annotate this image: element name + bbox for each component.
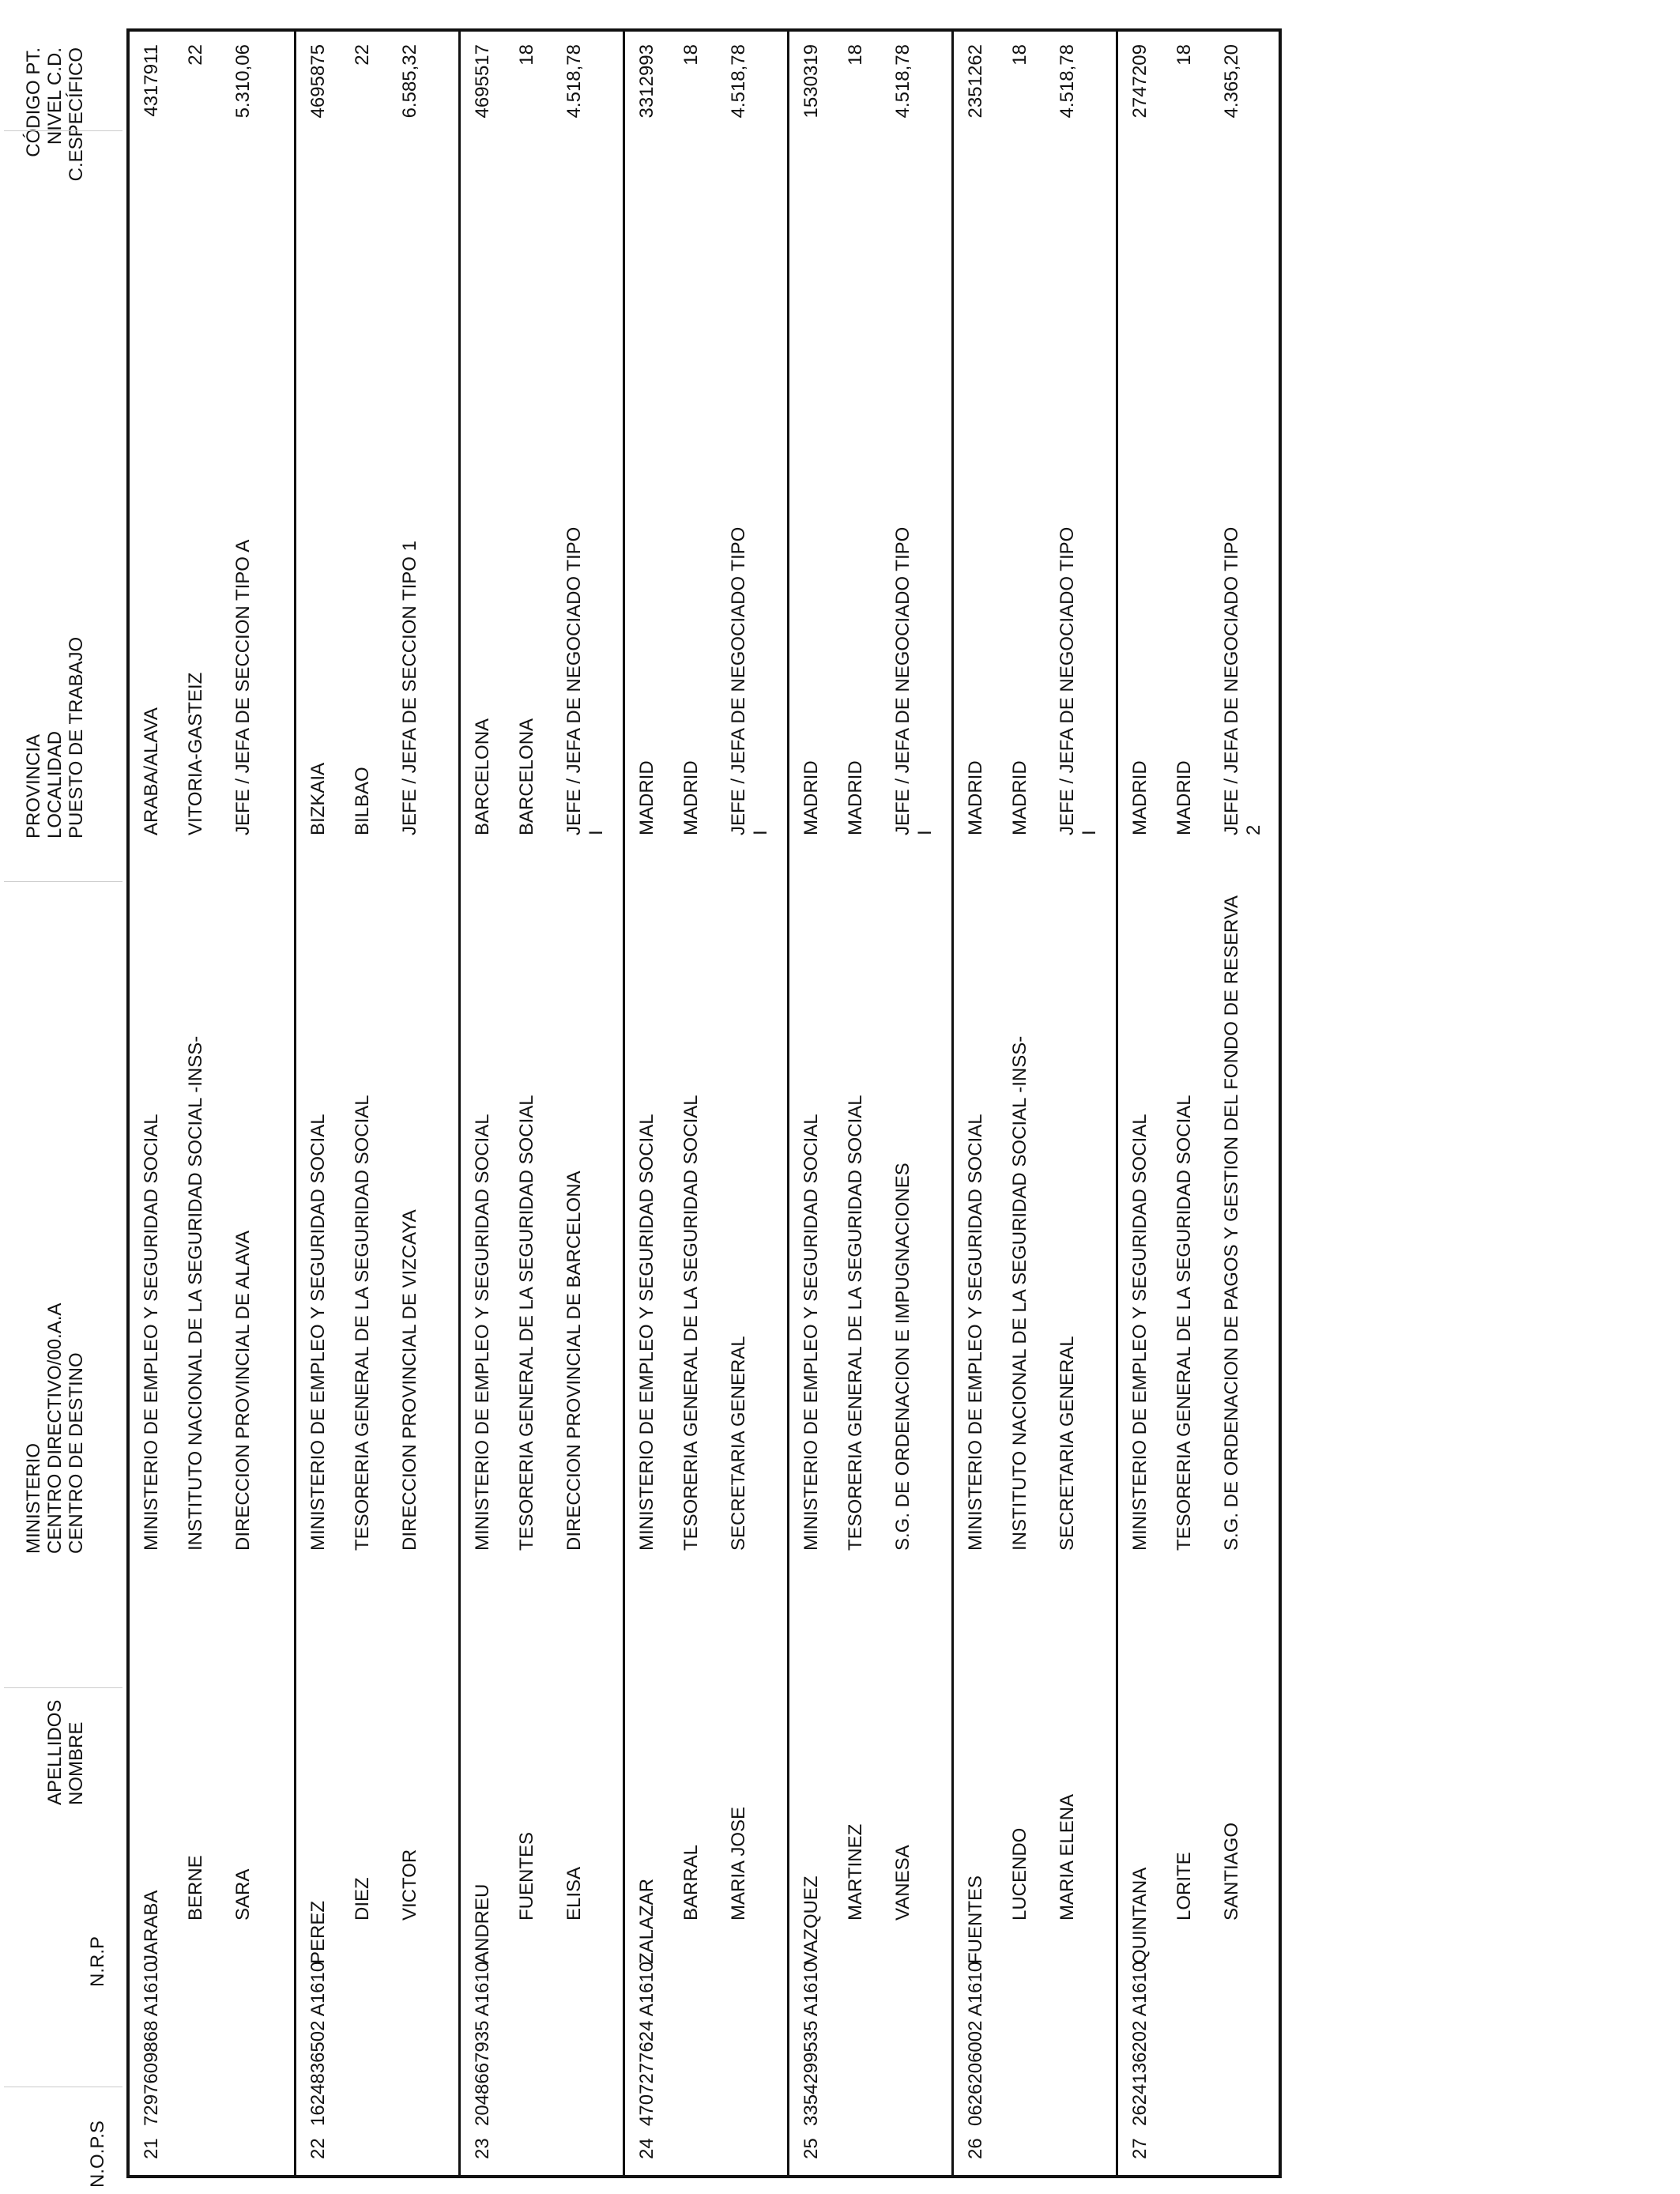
nops-number: 25 <box>800 2138 822 2159</box>
centro-destino: SECRETARIA GENERAL <box>1057 1336 1078 1551</box>
surname-2: LORITE <box>1173 1852 1195 1921</box>
puesto-trabajo: JEFE / JEFA DE SECCION TIPO 1 <box>399 541 420 835</box>
complemento-especifico: 4.365,20 <box>1221 44 1242 119</box>
centro-destino: S.G. DE ORDENACION E IMPUGNACIONES <box>892 1163 913 1551</box>
surname-1: FUENTES <box>965 1875 986 1964</box>
column-separator <box>4 1687 122 1688</box>
localidad-name: MADRID <box>680 760 702 835</box>
nops-number: 21 <box>141 2138 162 2159</box>
header-centro-destino-line: CENTRO DE DESTINO <box>66 1352 87 1554</box>
column-separator <box>4 130 122 131</box>
puesto-trabajo: JEFE / JEFA DE NEGOCIADO TIPO <box>1057 526 1078 835</box>
nrp-code: 1624836502 A1610 <box>307 1961 329 2126</box>
header-puesto-line: PUESTO DE TRABAJO <box>66 636 87 839</box>
puesto-trabajo-continuation: 2 <box>1243 824 1264 835</box>
puesto-trabajo-continuation: I <box>750 830 771 835</box>
record-group <box>1116 32 1283 2175</box>
centro-directivo: TESORERIA GENERAL DE LA SEGURIDAD SOCIAL <box>1173 1095 1195 1551</box>
nivel-cd: 22 <box>185 44 206 66</box>
nrp-code: 4707277624 A1610 <box>636 1961 657 2126</box>
puesto-trabajo-continuation: I <box>1079 830 1100 835</box>
ministerio-name: MINISTERIO DE EMPLEO Y SEGURIDAD SOCIAL <box>636 1114 657 1551</box>
ministerio-name: MINISTERIO DE EMPLEO Y SEGURIDAD SOCIAL <box>800 1114 822 1551</box>
column-separator <box>4 881 122 882</box>
given-name: VICTOR <box>399 1849 420 1921</box>
provincia-name: BIZKAIA <box>307 762 329 835</box>
localidad-name: BILBAO <box>352 767 373 835</box>
ministerio-name: MINISTERIO DE EMPLEO Y SEGURIDAD SOCIAL <box>472 1114 493 1551</box>
complemento-especifico: 4.518,78 <box>1057 44 1078 119</box>
localidad-name: MADRID <box>845 760 866 835</box>
puesto-trabajo-continuation: I <box>586 830 607 835</box>
puesto-trabajo: JEFE / JEFA DE NEGOCIADO TIPO <box>892 526 913 835</box>
surname-1: ANDREU <box>472 1883 493 1964</box>
surname-2: LUCENDO <box>1009 1827 1030 1921</box>
surname-2: BARRAL <box>680 1844 702 1921</box>
header-nops-label: N.O.P.S <box>87 2120 108 2188</box>
centro-directivo: TESORERIA GENERAL DE LA SEGURIDAD SOCIAL <box>352 1095 373 1551</box>
record-group <box>130 32 294 2175</box>
localidad-name: MADRID <box>1009 760 1030 835</box>
record-group <box>623 32 789 2175</box>
nrp-code: 3354299535 A1610 <box>800 1961 822 2126</box>
codigo-pt: 4317911 <box>141 44 162 117</box>
nivel-cd: 18 <box>1009 44 1030 66</box>
given-name: MARIA ELENA <box>1057 1793 1078 1921</box>
nivel-cd: 18 <box>1173 44 1195 66</box>
record-group <box>458 32 625 2175</box>
puesto-trabajo: JEFE / JEFA DE NEGOCIADO TIPO <box>1221 526 1242 835</box>
centro-destino: S.G. DE ORDENACION DE PAGOS Y GESTION DEL FONDO DE RESERVA <box>1221 895 1242 1551</box>
codigo-pt: 4695517 <box>472 44 493 119</box>
complemento-especifico: 4.518,78 <box>563 44 585 119</box>
provincia-name: BARCELONA <box>472 718 493 835</box>
nivel-cd: 18 <box>845 44 866 66</box>
header-centro-directivo-line: CENTRO DIRECTIVO/00.A.A <box>44 1302 66 1554</box>
nivel-cd: 18 <box>680 44 702 66</box>
complemento-especifico: 6.585,32 <box>399 44 420 119</box>
nivel-cd: 22 <box>352 44 373 66</box>
centro-destino: DIRECCION PROVINCIAL DE BARCELONA <box>563 1171 585 1551</box>
complemento-especifico: 4.518,78 <box>728 44 749 119</box>
surname-2: MARTINEZ <box>845 1823 866 1921</box>
centro-directivo: INSTITUTO NACIONAL DE LA SEGURIDAD SOCIAL -INSS- <box>185 1035 206 1551</box>
localidad-name: VITORIA-GASTEIZ <box>185 672 206 835</box>
nrp-code: 7297609868 A1610 <box>141 1961 162 2126</box>
codigo-pt: 2747209 <box>1129 44 1151 119</box>
provincia-name: MADRID <box>636 760 657 835</box>
ministerio-name: MINISTERIO DE EMPLEO Y SEGURIDAD SOCIAL <box>1129 1114 1151 1551</box>
provincia-name: MADRID <box>1129 760 1151 835</box>
nops-number: 24 <box>636 2138 657 2159</box>
centro-directivo: TESORERIA GENERAL DE LA SEGURIDAD SOCIAL <box>845 1095 866 1551</box>
record-group <box>951 32 1118 2175</box>
nrp-code: 2624136202 A1610 <box>1129 1961 1151 2126</box>
nrp-code: 0626206002 A1610 <box>965 1961 986 2126</box>
nrp-code: 2048667935 A1610 <box>472 1961 493 2126</box>
header-ministerio-line: MINISTERIO <box>23 1442 44 1554</box>
puesto-trabajo: JEFE / JEFA DE NEGOCIADO TIPO <box>563 526 585 835</box>
centro-destino: DIRECCION PROVINCIAL DE ALAVA <box>232 1231 254 1551</box>
provincia-name: MADRID <box>965 760 986 835</box>
provincia-name: MADRID <box>800 760 822 835</box>
codigo-pt: 4695875 <box>307 44 329 119</box>
centro-destino: DIRECCION PROVINCIAL DE VIZCAYA <box>399 1209 420 1551</box>
centro-directivo: TESORERIA GENERAL DE LA SEGURIDAD SOCIAL <box>516 1095 537 1551</box>
surname-1: ZALAZAR <box>636 1878 657 1964</box>
ministerio-name: MINISTERIO DE EMPLEO Y SEGURIDAD SOCIAL <box>307 1114 329 1551</box>
nops-number: 22 <box>307 2138 329 2159</box>
codigo-pt: 3312993 <box>636 44 657 119</box>
nivel-cd: 18 <box>516 44 537 66</box>
header-nombre-line: NOMBRE <box>66 1721 87 1805</box>
header-codigo-line: CÓDIGO PT. <box>23 47 44 157</box>
localidad-name: BARCELONA <box>516 718 537 835</box>
given-name: ELISA <box>563 1866 585 1921</box>
codigo-pt: 2351262 <box>965 44 986 119</box>
ministerio-name: MINISTERIO DE EMPLEO Y SEGURIDAD SOCIAL <box>965 1114 986 1551</box>
header-nivel-line: NIVEL C.D. <box>44 47 66 145</box>
given-name: VANESA <box>892 1845 913 1921</box>
surname-1: QUINTANA <box>1129 1867 1151 1964</box>
centro-destino: SECRETARIA GENERAL <box>728 1336 749 1551</box>
surname-1: PEREZ <box>307 1900 329 1964</box>
surname-2: DIEZ <box>352 1877 373 1921</box>
complemento-especifico: 5.310,06 <box>232 44 254 119</box>
given-name: MARIA JOSE <box>728 1806 749 1921</box>
header-provincia-line: PROVINCIA <box>23 733 44 839</box>
surname-2: BERNE <box>185 1855 206 1921</box>
complemento-especifico: 4.518,78 <box>892 44 913 119</box>
codigo-pt: 1530319 <box>800 44 822 119</box>
provincia-name: ARABA/ALAVA <box>141 707 162 835</box>
header-apellidos-line: APELLIDOS <box>44 1699 66 1805</box>
header-especifico-line: C.ESPECÍFICO <box>66 47 87 182</box>
surname-1: VAZQUEZ <box>800 1875 822 1964</box>
given-name: SANTIAGO <box>1221 1822 1242 1921</box>
header-nrp-label: N.R.P <box>87 1936 108 1987</box>
centro-directivo: TESORERIA GENERAL DE LA SEGURIDAD SOCIAL <box>680 1095 702 1551</box>
record-group <box>294 32 461 2175</box>
localidad-name: MADRID <box>1173 760 1195 835</box>
surname-1: JARABA <box>141 1890 162 1964</box>
nops-number: 26 <box>965 2138 986 2159</box>
centro-directivo: INSTITUTO NACIONAL DE LA SEGURIDAD SOCIAL -INSS- <box>1009 1035 1030 1551</box>
given-name: SARA <box>232 1868 254 1921</box>
puesto-trabajo-continuation: I <box>914 830 936 835</box>
header-localidad-line: LOCALIDAD <box>44 730 66 839</box>
puesto-trabajo: JEFE / JEFA DE NEGOCIADO TIPO <box>728 526 749 835</box>
ministerio-name: MINISTERIO DE EMPLEO Y SEGURIDAD SOCIAL <box>141 1114 162 1551</box>
nops-number: 23 <box>472 2138 493 2159</box>
nops-number: 27 <box>1129 2138 1151 2159</box>
record-group <box>787 32 954 2175</box>
surname-2: FUENTES <box>516 1831 537 1921</box>
puesto-trabajo: JEFE / JEFA DE SECCION TIPO A <box>232 539 254 835</box>
records-table <box>126 28 1282 2178</box>
